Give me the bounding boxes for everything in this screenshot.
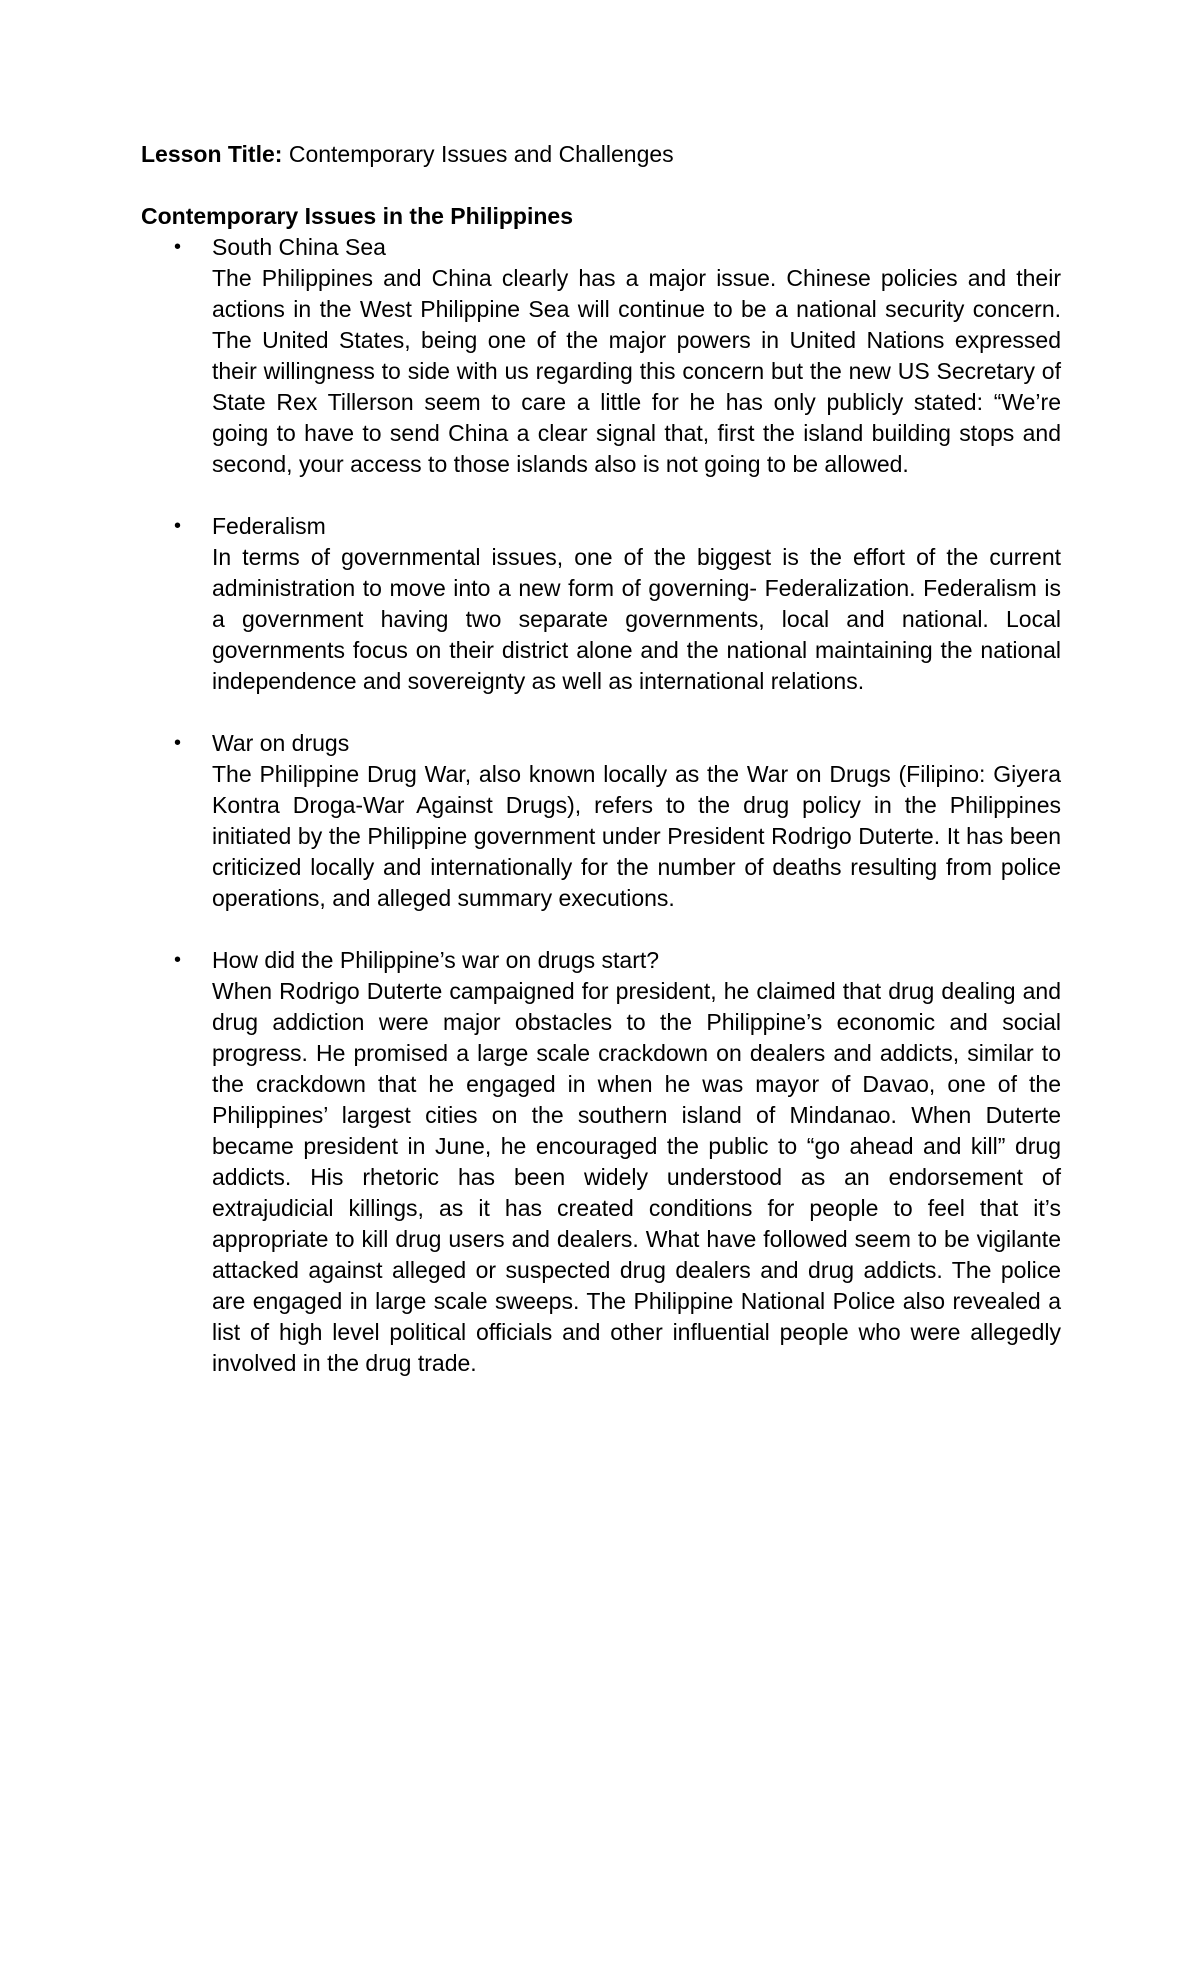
issue-item-drug-war-origin bbox=[141, 945, 1061, 1379]
bullet-icon: • bbox=[174, 732, 182, 754]
issue-list bbox=[141, 232, 1061, 1379]
lesson-title-label: Lesson Title: bbox=[141, 141, 283, 167]
bullet-icon: • bbox=[174, 236, 182, 258]
document-page bbox=[141, 139, 1061, 1379]
issue-text: The Philippine Drug War, also known locally as the War on Drugs (Filipino: Giyera Kontra Droga-War Against Drugs), refers to the drug policy in the Philippines initiated by the Philippine government under President Rodrigo Duterte. It has been criticized locally and internationally for the number of deaths resulting from police operations, and alleged summary executions. bbox=[212, 761, 1061, 911]
lesson-title-text: Contemporary Issues and Challenges bbox=[288, 141, 674, 167]
issue-title: Federalism bbox=[212, 513, 326, 539]
issue-item-war-on-drugs bbox=[141, 728, 1061, 914]
issue-text: The Philippines and China clearly has a major issue. Chinese policies and their actions in the West Philippine Sea will continue to be a national security concern. The United States, being one of the major powers in United Nations expressed their willingness to side with us regarding this concern but the new US Secretary of State Rex Tillerson seem to care a little for he has only publicly stated: “We’re going to have to send China a clear signal that, first the island building stops and second, your access to those islands also is not going to be allowed. bbox=[212, 265, 1061, 477]
bullet-icon: • bbox=[174, 949, 182, 971]
section-heading: Contemporary Issues in the Philippines bbox=[141, 203, 573, 229]
issue-title: War on drugs bbox=[212, 730, 350, 756]
issue-item-south-china-sea bbox=[141, 232, 1061, 480]
bullet-icon: • bbox=[174, 515, 182, 537]
issue-title: South China Sea bbox=[212, 234, 386, 260]
issue-text: In terms of governmental issues, one of the biggest is the effort of the current administration to move into a new form of governing- Federalization. Federalism is a government having two separate governments, local and national. Local governments focus on their district alone and the national maintaining the national independence and sovereignty as well as international relations. bbox=[212, 544, 1061, 694]
issue-item-federalism bbox=[141, 511, 1061, 697]
issue-title: How did the Philippine’s war on drugs start? bbox=[212, 947, 660, 973]
issue-text: When Rodrigo Duterte campaigned for president, he claimed that drug dealing and drug addiction were major obstacles to the Philippine’s economic and social progress. He promised a large scale crackdown on dealers and addicts, similar to the crackdown that he engaged in when he was mayor of Davao, one of the Philippines’ largest cities on the southern island of Mindanao. When Duterte became president in June, he encouraged the public to “go ahead and kill” drug addicts. His rhetoric has been widely understood as an endorsement of extrajudicial killings, as it has created conditions for people to feel that it’s appropriate to kill drug users and dealers. What have followed seem to be vigilante attacked against alleged or suspected drug dealers and drug addicts. The police are engaged in large scale sweeps. The Philippine National Police also revealed a list of high level political officials and other influential people who were allegedly involved in the drug trade. bbox=[212, 978, 1061, 1376]
lesson-title-line bbox=[141, 139, 1061, 170]
